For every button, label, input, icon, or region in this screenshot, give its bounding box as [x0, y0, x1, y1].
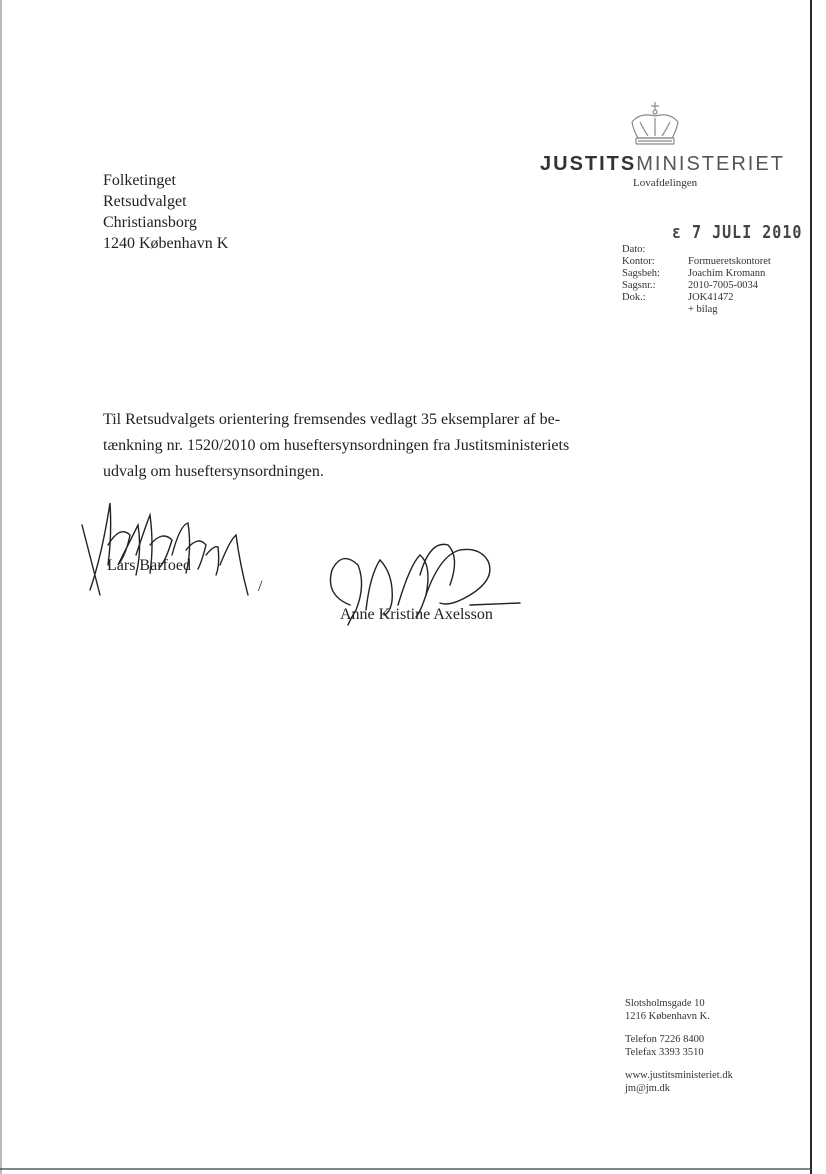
meta-label: Kontor: — [622, 256, 655, 267]
signatory-name-2: Anne Kristine Axelsson — [340, 606, 493, 623]
meta-label: Dato: — [622, 244, 646, 255]
recipient-line: 1240 København K — [103, 235, 229, 252]
meta-row-attachment — [622, 304, 771, 316]
footer-phone: Telefon 7226 8400 — [625, 1034, 705, 1045]
meta-label: Dok.: — [622, 292, 646, 303]
meta-label: Sagsbeh: — [622, 268, 660, 279]
ministry-name — [540, 153, 785, 176]
recipient-line: Retsudvalget — [103, 193, 187, 210]
signature-2 — [320, 535, 530, 630]
meta-row-date — [622, 244, 771, 256]
sender-address — [625, 997, 733, 1095]
page-edge-bottom — [0, 1168, 812, 1170]
meta-row-office — [622, 256, 771, 268]
crown-icon — [620, 100, 690, 150]
meta-row-caseno — [622, 280, 771, 292]
footer-fax: Telefax 3393 3510 — [625, 1047, 704, 1058]
recipient-address — [103, 170, 228, 254]
footer-website-link[interactable]: www.justitsministeriet.dk — [625, 1070, 733, 1081]
department-name: Lovafdelingen — [633, 177, 698, 189]
page-edge-left — [0, 0, 2, 1174]
meta-label: Sagsnr.: — [622, 280, 656, 291]
footer-street: Slotsholmsgade 10 — [625, 998, 705, 1009]
recipient-line: Christiansborg — [103, 214, 197, 231]
meta-row-caseworker — [622, 268, 771, 280]
meta-value: 2010-7005-0034 — [688, 280, 758, 291]
signature-separator: / — [258, 578, 263, 595]
body-line: udvalg om huseftersynsordningen. — [103, 463, 324, 480]
meta-value: JOK41472 — [688, 292, 734, 303]
body-line: Til Retsudvalgets orientering fremsendes vedlagt 35 eksemplarer af be- — [103, 411, 561, 428]
page-edge-right — [810, 0, 812, 1174]
recipient-line: Folketinget — [103, 172, 176, 189]
footer-city: 1216 København K. — [625, 1011, 710, 1022]
footer-email-link[interactable]: jm@jm.dk — [625, 1083, 670, 1094]
letter-body — [103, 407, 633, 485]
meta-value: Formueretskontoret — [688, 256, 771, 267]
signature-1 — [80, 495, 263, 605]
case-meta — [622, 244, 771, 316]
meta-value: Joachim Kromann — [688, 268, 766, 279]
ministry-name-part2: MINISTERIET — [636, 153, 785, 175]
meta-value: + bilag — [688, 304, 718, 315]
signatory-name-1: Lars Barfoed — [107, 557, 191, 574]
ministry-name-part1: JUSTITS — [540, 153, 637, 175]
meta-row-doc — [622, 292, 771, 304]
body-line: tænkning nr. 1520/2010 om huseftersynsordningen fra Justitsministeriets — [103, 437, 570, 454]
date-stamp: ε 7 JULI 2010 — [672, 221, 803, 243]
